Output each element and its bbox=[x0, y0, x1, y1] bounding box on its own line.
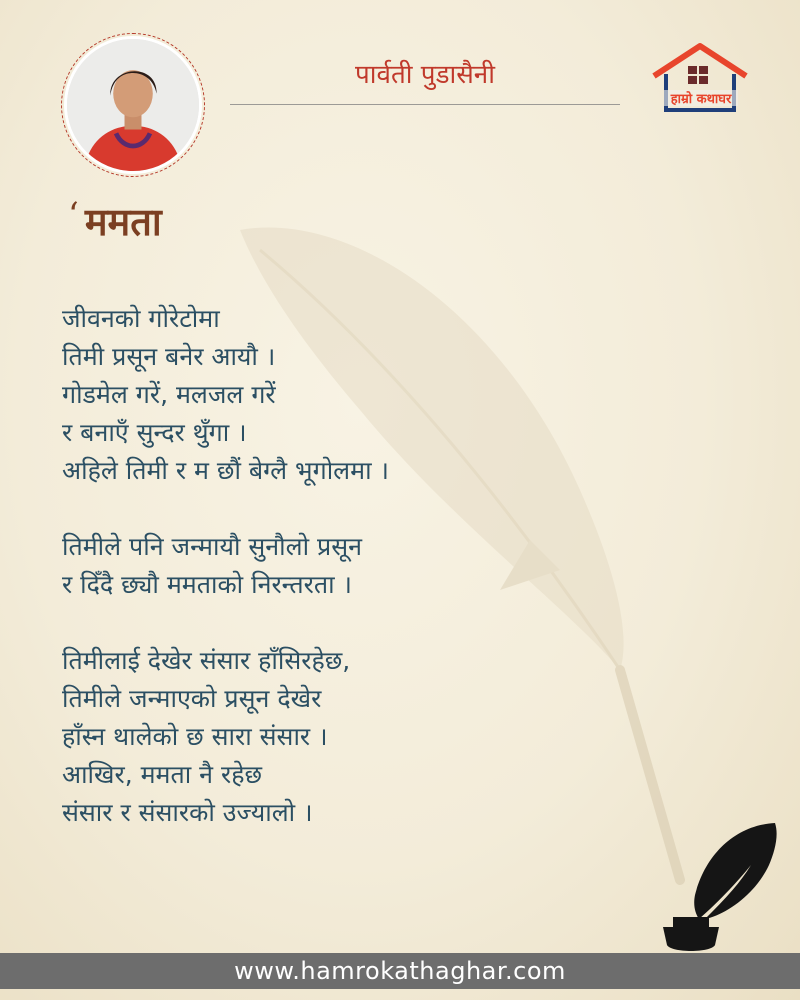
stanza-1 bbox=[62, 300, 622, 490]
poem-body bbox=[62, 300, 622, 832]
poem-title: ममता bbox=[84, 200, 162, 244]
poem-title-wrap bbox=[68, 195, 162, 246]
stanza-2 bbox=[62, 528, 622, 604]
poem-line: र बनाएँ सुन्दर थुँगा । bbox=[62, 418, 247, 447]
poem-line: तिमीले जन्माएको प्रसून देखेर bbox=[62, 684, 322, 713]
poem-line: गोडमेल गरें, मलजल गरें bbox=[62, 380, 276, 409]
stanza-gap bbox=[62, 604, 622, 642]
poem-line: आखिर, ममता नै रहेछ bbox=[62, 760, 263, 789]
poem-line: तिमी प्रसून बनेर आयौ । bbox=[62, 342, 276, 371]
stanza-3 bbox=[62, 642, 622, 832]
poem-line: अहिले तिमी र म छौं बेग्लै भूगोलमा । bbox=[62, 456, 389, 485]
poem-line: र दिँदै छ्यौ ममताको निरन्तरता । bbox=[62, 570, 352, 599]
poem-line: जीवनको गोरेटोमा bbox=[62, 304, 220, 333]
poem-line: तिमीलाई देखेर संसार हाँसिरहेछ, bbox=[62, 646, 351, 675]
stanza-gap bbox=[62, 490, 622, 528]
house-logo-icon[interactable] bbox=[650, 40, 750, 116]
poem-line: तिमीले पनि जन्मायौ सुनौलो प्रसून bbox=[62, 532, 363, 561]
author-photo-icon bbox=[67, 39, 199, 171]
poem-line: हाँस्न थालेको छ सारा संसार । bbox=[62, 722, 328, 751]
title-quote-mark: ‘ bbox=[68, 195, 79, 235]
logo-text: हाम्रो कथाघर bbox=[670, 92, 732, 107]
author-name: पार्वती पुडासैनी bbox=[355, 60, 495, 90]
footer-url[interactable]: www.hamrokathaghar.com bbox=[0, 953, 800, 989]
quill-inkpot-icon bbox=[655, 815, 795, 955]
author-divider bbox=[230, 104, 620, 105]
poem-line: संसार र संसारको उज्यालो । bbox=[62, 798, 313, 827]
author-avatar bbox=[64, 36, 202, 174]
